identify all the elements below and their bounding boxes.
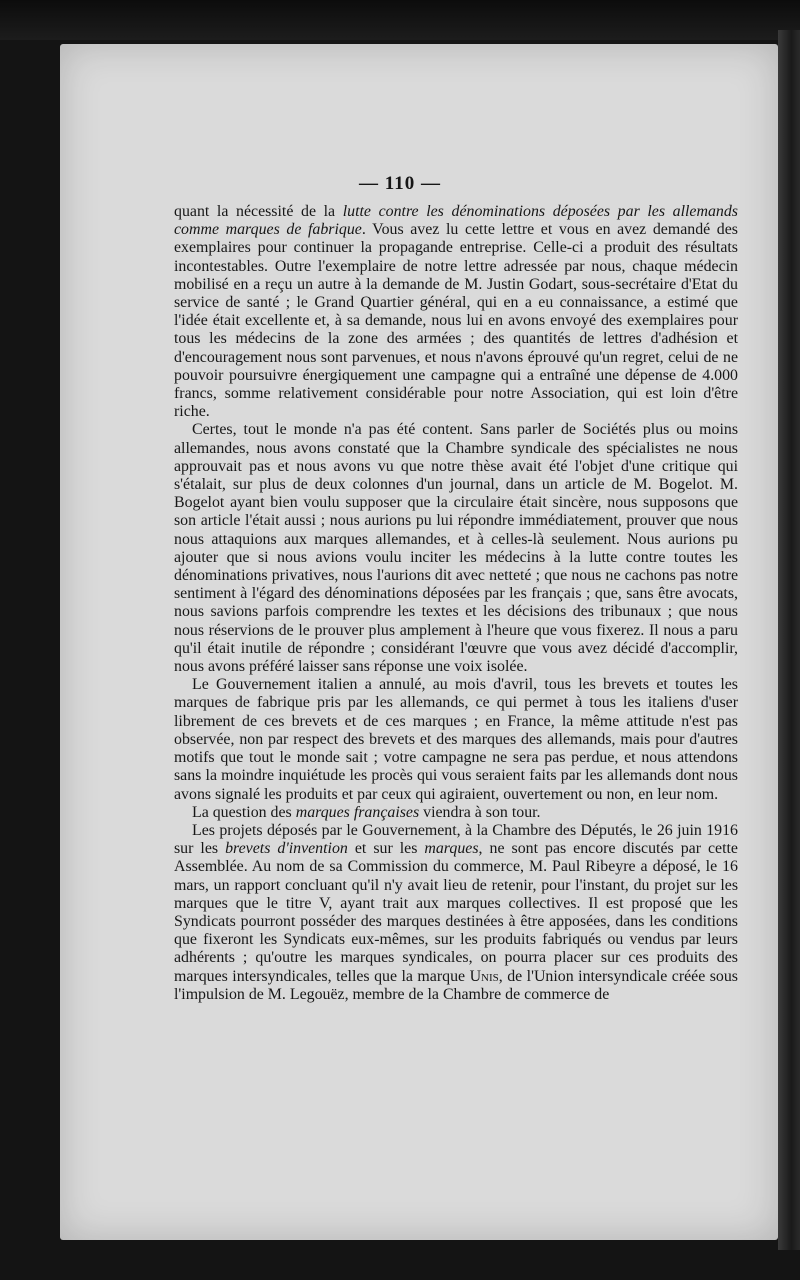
scan-background-top [0,0,800,40]
text-segment: Les projets déposés par le Gouvernement, à la Chambre des Députés, le 26 juin 1916 sur les [174,821,738,858]
text-segment: Le Gouvernement italien a annulé, au mois d'avril, tous les brevets et toutes les marques de fabrique pris par les allemands, ce qui permet à tous les italiens d'user librement de ces brevets et de ces marques ; en France, la même attitude n'est pas observée, non par respect des brevets et des marques des allemands, mais pour d'autres motifs que tout le monde sait ; votre campagne ne sera pas perdue, et nous attendons sans la moindre inquiétude les procès qui vous seraient faits par les allemands dont nous avons signalé les produits et par ceux qui agiraient, ouvertement ou non, en leur nom. [174,676,738,803]
italic-text: marques françaises [295,803,420,821]
paragraph [174,676,738,803]
italic-text: lutte contre les dénominations déposées par les allemands comme marques de fabrique [174,203,738,239]
italic-text: brevets d'invention [225,840,348,858]
text-segment: La question des [192,803,296,821]
paragraph [174,203,738,421]
text-segment: Certes, tout le monde n'a pas été content. Sans parler de Sociétés plus ou moins allemandes, nous avons constaté que la Chambre syndicale des spécialistes ne nous approuvait pas et nous avons vu que notre thèse avait été l'objet d'une critique qui s'étalait, sur plus de deux colonnes d'un journal, dans un article de M. Bogelot. M. Bogelot ayant bien voulu supposer que la circulaire était sincère, nous supposons que son article l'était aussi ; nous aurions pu lui répondre immédiatement, prouver que nous nous attaquions aux marques allemandes, et à celles-là seulement. Nous aurions pu ajouter que si nous avions voulu inciter les médecins à la lutte contre toutes les dénominations privatives, nous l'aurions dit avec netteté ; que nous ne cachons pas notre sentiment à l'égard des dénominations déposées par les français ; que, sans être avocats, nous savions parfois comprendre les textes et les décisions des tribunaux ; que nous nous réservions de le prouver plus amplement à l'heure que vous fixerez. Il nous a paru qu'il était inutile de répondre ; considérant l'œuvre que vous avez décidé d'accomplir, nous avons préféré laisser sans réponse une voix isolée. [174,421,738,676]
text-segment: quant la nécessité de la [174,203,343,220]
text-segment: et sur les [347,840,425,858]
italic-text: marques [424,840,479,858]
book-spine-edge [778,30,800,1250]
paragraph [174,421,738,676]
text-segment: , ne sont pas encore discutés par cette Assemblée. Au nom de sa Commission du commerce, M. Paul Ribeyre a déposé, le 16 mars, un rapport concluant qu'il n'y avait lieu de retenir, pour l'instant, du projet sur les marques que le titre V, ayant trait aux marques collectives. Il est proposé que les Syndicats pourront posséder des marques destinées à être apposées, dans les conditions que fixeront les Syndicats eux-mêmes, sur les produits fabriqués ou vendus par leurs adhérents ; qu'outre les marques syndicales, on pourra placer sur ces produits des marques intersyndicales, telles que la marque [174,840,738,985]
text-segment: viendra à son tour. [419,803,541,821]
small-caps-text: Unis [469,967,499,985]
page-number: — 110 — [359,173,441,194]
body-text [174,203,738,1004]
text-segment: , de l'Union intersyndicale créée sous l'impulsion de M. Legouëz, membre de la Chambre de commerce de [174,967,738,1003]
text-segment: . Vous avez lu cette lettre et vous en avez demandé des exemplaires pour continuer la propagande entreprise. Celle-ci a produit des résultats incontestables. Outre l'exemplaire de notre lettre adressée par nous, chaque médecin mobilisé en a reçu un autre à la demande de M. Justin Godart, sous-secrétaire d'Etat du service de santé ; le Grand Quartier général, qui en a eu connaissance, a estimé que l'idée était excellente et, à sa demande, nous lui en avons envoyé des exemplaires pour tous les médecins de la zone des armées ; des quantités de lettres d'adhésion et d'encouragement nous sont parvenues, et nous n'avons éprouvé qu'un regret, celui de ne pouvoir poursuivre énergiquement une campagne qui a entraîné une dépense de 4.000 francs, somme relativement considérable pour notre Association, qui est loin d'être riche. [174,221,738,421]
paragraph [174,822,738,1004]
paragraph [174,804,738,822]
